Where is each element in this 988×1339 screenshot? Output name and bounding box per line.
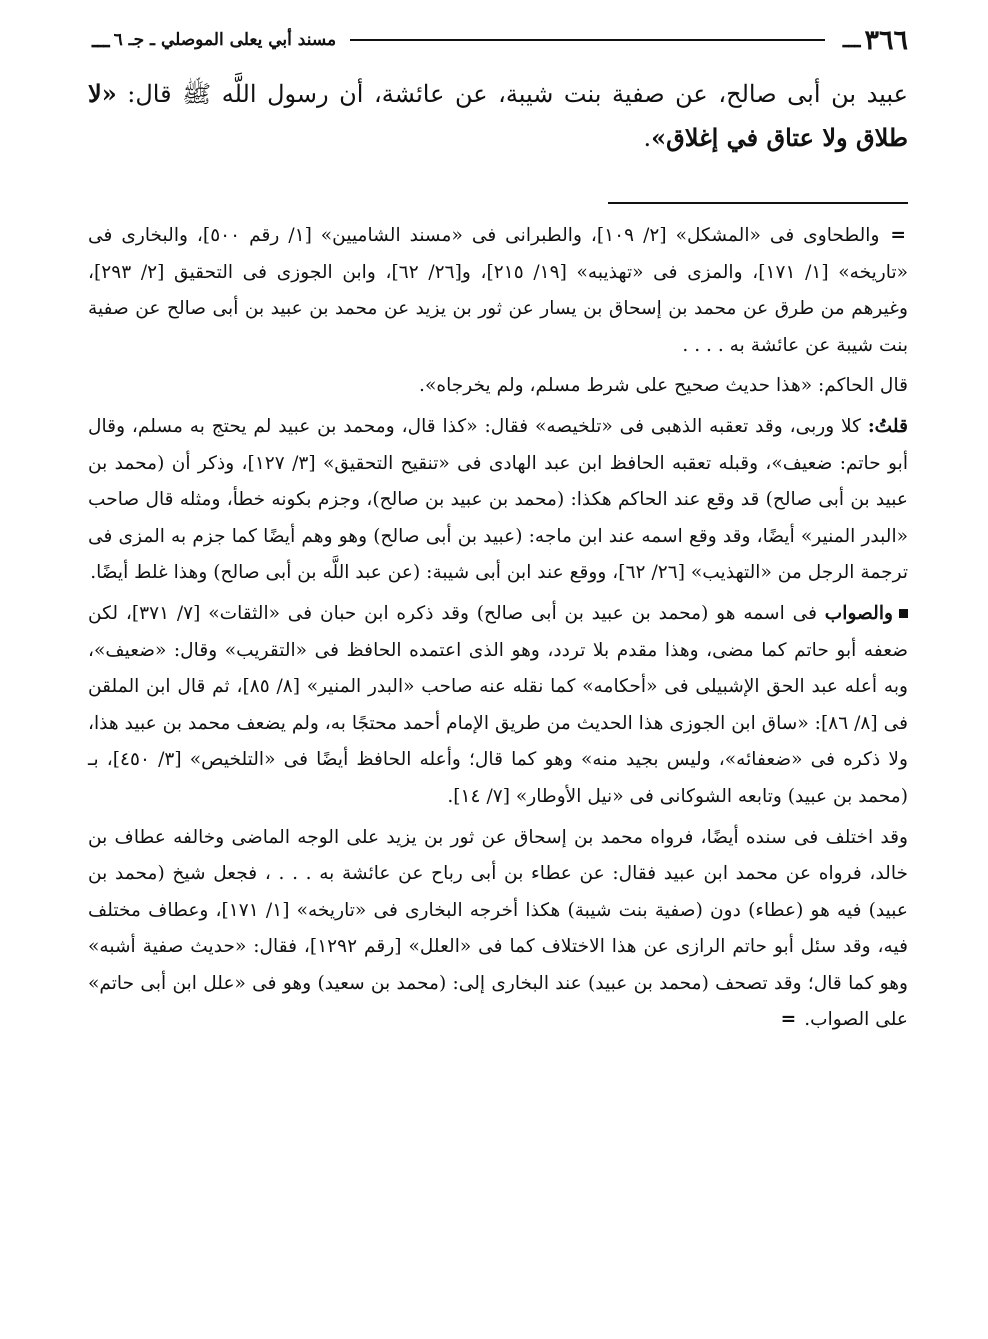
footnote-separator bbox=[608, 202, 908, 204]
header-rule bbox=[350, 39, 825, 41]
footnote-paragraph-hakim bbox=[88, 368, 908, 405]
footnote-paragraph-correct-name bbox=[88, 596, 908, 816]
hadith-end: . bbox=[643, 124, 652, 152]
hadith-chain: عبيد بن أبى صالح، عن صفية بنت شيبة، عن عائشة، أن رسول اللَّه ﷺ قال: bbox=[127, 80, 908, 108]
footnote-correct-text: فى اسمه هو (محمد بن عبيد بن أبى صالح) وقد ذكره ابن حبان فى «الثقات» [٧/ ٣٧١]، لكن ضعفه أبو حاتم كما مضى، وهذا مقدم بلا تردد، وهو الذى اعتمده الحافظ فى «التقريب» وقال: «ضعيف»، وبه أعله عبد الحق الإشبيلى فى «أحكامه» كما نقله عنه صاحب «البدر المنير» [٨/ ٨٥]، ثم قال ابن الملقن فى [٨/ ٨٦]: «ساق ابن الجوزى هذا الحديث من طريق الإمام أحمد محتجًا به، ولم يضعف محمد بن عبيد هذا، ولا ذكره فى «ضعفائه»، وليس بجيد منه» وهو كما قال؛ وأعله الحافظ أيضًا فى «التلخيص» [٣/ ٤٥٠]، بـ (محمد بن عبيد) وتابعه الشوكانى فى «نيل الأوطار» [٧/ ١٤]. bbox=[88, 602, 908, 807]
footnote-critique-lead: قلتُ: bbox=[867, 415, 908, 437]
end-continuation-mark: = bbox=[780, 1009, 797, 1031]
footnote-critique-text: كلا وربى، وقد تعقبه الذهبى فى «تلخيصه» فقال: «كذا قال، ومحمد بن عبيد لم يحتج به مسلم، وقال أبو حاتم: ضعيف»، وقبله تعقبه الحافظ ابن عبد الهادى فى «تنقيح التحقيق» [٣/ ١٢٧]، وذكر أن (محمد بن عبيد بن أبى صالح) قد وقع عند الحاكم هكذا: (محمد بن عبيد بن صالح)، وجزم بكونه خطأ، ومثله قال صاحب «البدر المنير» أيضًا، وقد وقع اسمه عند ابن ماجه: (عبيد بن أبى صالح) وهو وهم أيضًا كما جزم به المزى فى ترجمة الرجل من «التهذيب» [٢٦/ ٦٢]، ووقع عند ابن أبى شيبة: (عن عبد اللَّه بن أبى صالح) وهذا غلط أيضًا. bbox=[88, 415, 908, 584]
header-trailing-dash: ـــ bbox=[92, 28, 110, 52]
hadith-quote: «لا طلاق ولا عتاق في إغلاق» bbox=[88, 79, 908, 152]
page-number: ٣٦٦ bbox=[864, 24, 908, 56]
continuation-mark: = bbox=[890, 225, 906, 246]
footnote-paragraph-critique bbox=[88, 409, 908, 592]
hadith-text bbox=[88, 72, 908, 160]
running-title: مسند أبي يعلى الموصلي ـ جـ ٦ bbox=[113, 30, 337, 50]
footnote-isnad-text: وقد اختلف فى سنده أيضًا، فرواه محمد بن إسحاق عن ثور بن يزيد على الوجه الماضى وخالفه عطاف بن خالد، فرواه عن محمد ابن عبيد فقال: عن عطاء بن أبى رباح عن عائشة به . . . ، فجعل شيخ (محمد بن عبيد) فيه هو (عطاء) دون (صفية بنت شيبة) هكذا أخرجه البخارى فى «تاريخه» [١/ ١٧١]، وعطاف مختلف فيه، وقد سئل أبو حاتم الرازى عن هذا الاختلاف كما فى «العلل» [رقم ١٢٩٢]، فقال: «حديث صفية أشبه» وهو كما قال؛ وقد تصحف (محمد بن عبيد) عند البخارى إلى: (محمد بن سعيد) وهو فى «علل ابن أبى حاتم» على الصواب. bbox=[88, 826, 908, 1031]
footnote-hakim-text: قال الحاكم: «هذا حديث صحيح على شرط مسلم، ولم يخرجاه». bbox=[419, 375, 908, 397]
footnote-sources-text: والطحاوى فى «المشكل» [٢/ ١٠٩]، والطبرانى فى «مسند الشاميين» [١/ رقم ٥٠٠]، والبخارى فى «تاريخه» [١/ ١٧١]، والمزى فى «تهذيبه» [١٩/ ٢١٥]، و[٢٦/ ٦٢]، وابن الجوزى فى التحقيق [٢/ ٢٩٣]، وغيرهم من طرق عن محمد بن إسحاق بن يسار عن ثور بن يزيد عن محمد بن عبيد بن أبى صالح عن صفية بنت شيبة عن عائشة به . . . . bbox=[88, 225, 908, 356]
page-header bbox=[88, 18, 908, 62]
footnote-paragraph-isnad bbox=[88, 820, 908, 1040]
footnotes-section bbox=[88, 218, 908, 1043]
square-bullet-icon bbox=[899, 609, 908, 618]
footnote-paragraph-sources bbox=[88, 218, 908, 364]
header-dash: ـــ bbox=[842, 28, 861, 52]
footnote-correct-lead: والصواب bbox=[824, 602, 893, 624]
